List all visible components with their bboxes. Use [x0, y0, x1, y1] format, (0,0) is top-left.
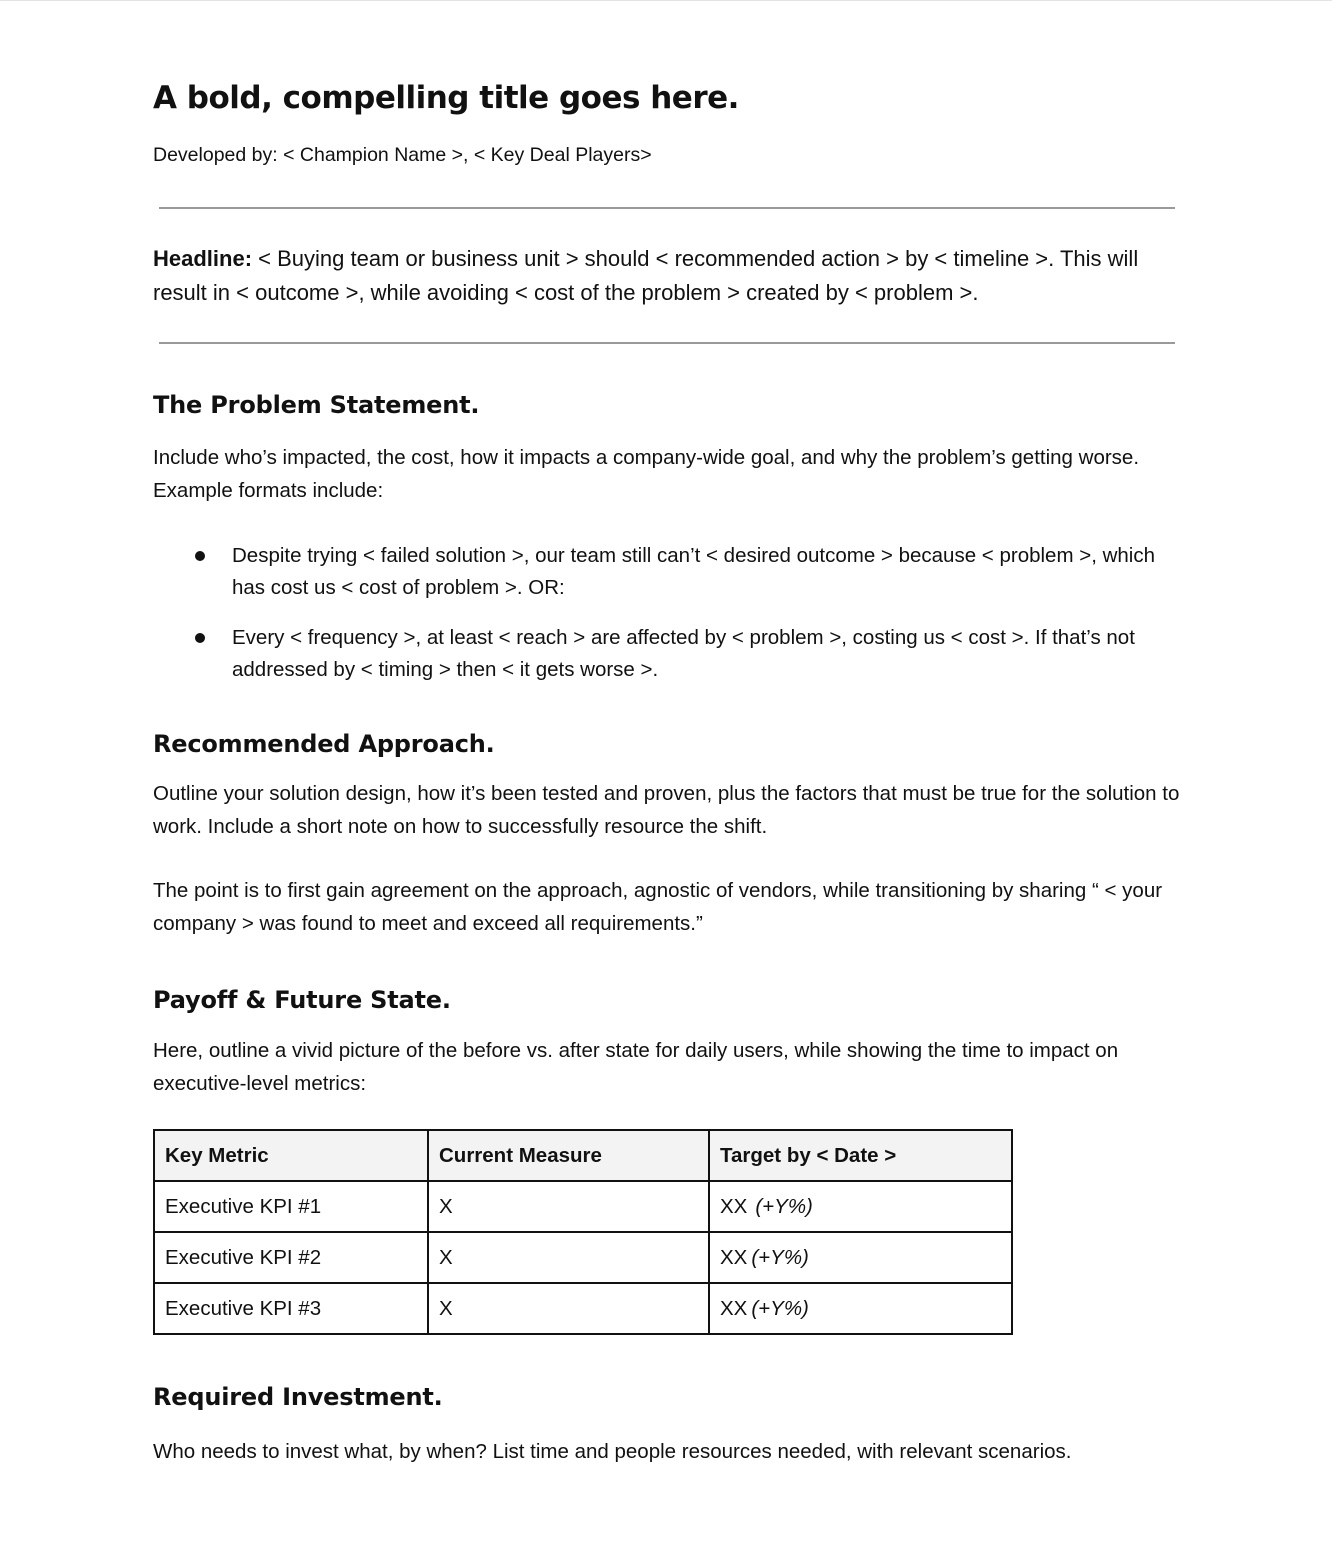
list-item-text: Every < frequency >, at least < reach > are affected by < problem >, costing us < cost >. If that’s not addressed by < timing > then < it gets worse >. — [232, 626, 1135, 681]
headline-label: Headline: — [153, 246, 253, 271]
metric-cell: Executive KPI #2 — [154, 1232, 428, 1283]
divider-bottom — [159, 342, 1175, 344]
headline-paragraph — [153, 242, 1193, 310]
approach-paragraph-1: Outline your solution design, how it’s been tested and proven, plus the factors that must be true for the solution to work. Include a short note on how to successfully resource the shift. — [153, 782, 1180, 838]
list-item — [153, 622, 1193, 686]
problem-statement-heading: The Problem Statement. — [153, 391, 480, 419]
problem-intro: Include who’s impacted, the cost, how it impacts a company-wide goal, and why the problem’s getting worse. Example formats include: — [153, 446, 1140, 502]
table-row — [154, 1283, 1012, 1334]
metric-cell: Executive KPI #3 — [154, 1283, 428, 1334]
divider-top — [159, 207, 1175, 209]
target-change: (+Y%) — [751, 1245, 809, 1269]
metric-cell: Executive KPI #1 — [154, 1181, 428, 1232]
table-header-row — [154, 1130, 1012, 1181]
investment-text: Who needs to invest what, by when? List time and people resources needed, with relevant scenarios. — [153, 1440, 1072, 1463]
bullet-icon — [195, 551, 205, 561]
target-cell — [709, 1181, 1012, 1232]
target-cell — [709, 1283, 1012, 1334]
problem-examples-list — [153, 540, 1193, 704]
header-current-measure: Current Measure — [428, 1130, 709, 1181]
current-cell: X — [428, 1232, 709, 1283]
document-title: A bold, compelling title goes here. — [153, 80, 739, 116]
list-item — [153, 540, 1193, 604]
header-target-by-date: Target by < Date > — [709, 1130, 1012, 1181]
required-investment-heading: Required Investment. — [153, 1383, 443, 1411]
target-value: XX — [720, 1296, 748, 1320]
target-change: (+Y%) — [755, 1194, 813, 1218]
current-cell: X — [428, 1181, 709, 1232]
page-top-edge — [0, 0, 1332, 1]
payoff-heading: Payoff & Future State. — [153, 986, 451, 1014]
target-change: (+Y%) — [751, 1296, 809, 1320]
payoff-intro: Here, outline a vivid picture of the before vs. after state for daily users, while showing the time to impact on executive-level metrics: — [153, 1039, 1119, 1095]
current-cell: X — [428, 1283, 709, 1334]
target-value: XX — [720, 1245, 748, 1269]
metrics-table — [153, 1129, 1013, 1335]
target-value: XX — [720, 1194, 748, 1218]
list-item-text: Despite trying < failed solution >, our team still can’t < desired outcome > because < problem >, which has cost us < cost of problem >. OR: — [232, 544, 1156, 599]
developed-by-line: Developed by: < Champion Name >, < Key Deal Players> — [153, 144, 652, 166]
bullet-icon — [195, 633, 205, 643]
table-row — [154, 1181, 1012, 1232]
header-key-metric: Key Metric — [154, 1130, 428, 1181]
target-cell — [709, 1232, 1012, 1283]
table-row — [154, 1232, 1012, 1283]
approach-paragraph-2: The point is to first gain agreement on the approach, agnostic of vendors, while transitioning by sharing “ < your company > was found to meet and exceed all requirements.” — [153, 879, 1163, 935]
recommended-approach-heading: Recommended Approach. — [153, 730, 495, 758]
headline-text: < Buying team or business unit > should < recommended action > by < timeline >. This will result in < outcome >, while avoiding < cost of the problem > created by < problem >. — [153, 246, 1139, 305]
